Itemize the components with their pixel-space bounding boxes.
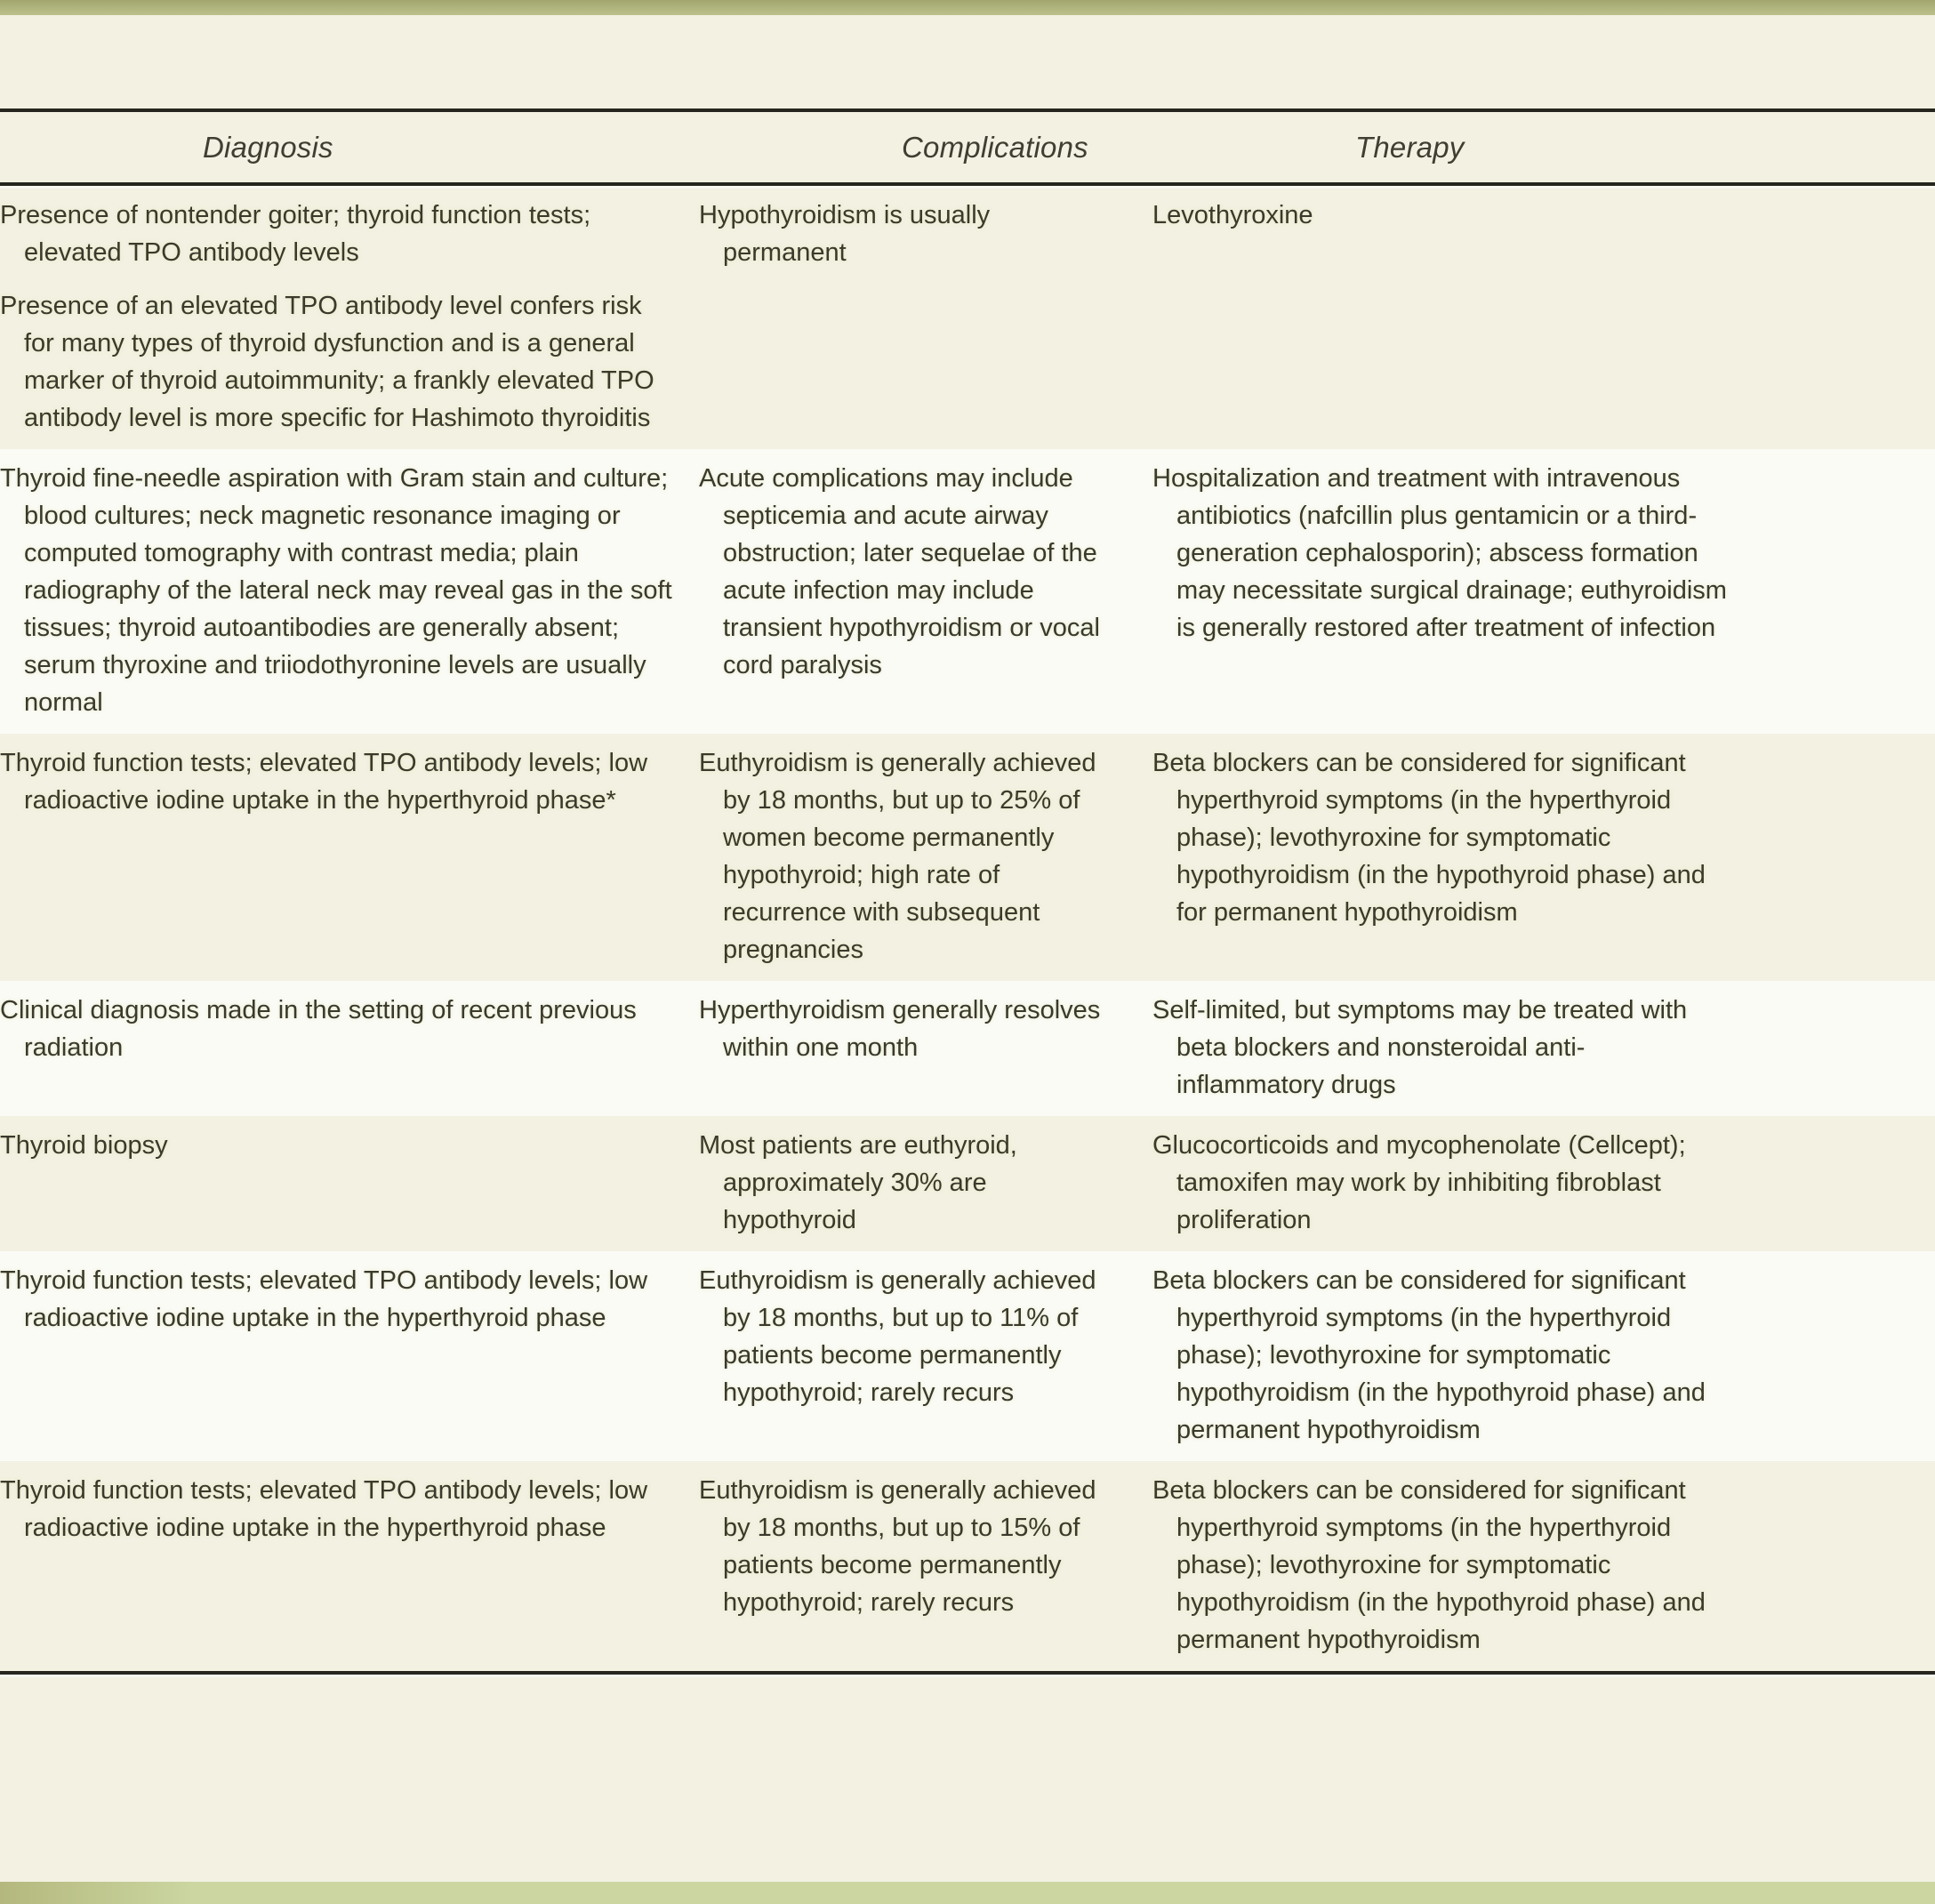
therapy-cell	[1152, 197, 1732, 437]
column-header-diagnosis: Diagnosis	[203, 130, 333, 164]
therapy-cell	[1152, 744, 1732, 968]
cell-paragraph: Clinical diagnosis made in the setting of recent previous radiation	[0, 996, 637, 1062]
cell-paragraph: Thyroid function tests; elevated TPO antibody levels; low radioactive iodine uptake in the hyperthyroid phase*	[0, 749, 648, 815]
complications-cell	[699, 1262, 1152, 1449]
cell-paragraph: Thyroid function tests; elevated TPO antibody levels; low radioactive iodine uptake in the hyperthyroid phase	[0, 1476, 648, 1542]
cell-paragraph: Beta blockers can be considered for significant hyperthyroid symptoms (in the hyperthyroid phase); levothyroxine for symptomatic hypothyroidism (in the hypothyroid phase) and for permanent hypothyroidism	[1152, 749, 1706, 927]
table-row	[0, 1461, 1935, 1671]
cell-paragraph: Beta blockers can be considered for significant hyperthyroid symptoms (in the hyperthyroid phase); levothyroxine for symptomatic hypothyroidism (in the hypothyroid phase) and permanent hypothyroidism	[1152, 1476, 1706, 1654]
cell-paragraph: Thyroid function tests; elevated TPO antibody levels; low radioactive iodine uptake in the hyperthyroid phase	[0, 1266, 648, 1332]
column-header-therapy: Therapy	[1355, 130, 1465, 164]
therapy-cell	[1152, 1472, 1732, 1659]
table-header-row	[0, 112, 1935, 182]
cell-paragraph: Hyperthyroidism generally resolves within one month	[699, 996, 1101, 1062]
cell-paragraph: Euthyroidism is generally achieved by 18 months, but up to 25% of women become permanently hypothyroid; high rate of recurrence with subsequent pregnancies	[699, 749, 1096, 964]
diagnosis-cell	[0, 1127, 699, 1239]
bottom-accent-bar	[0, 1882, 1935, 1904]
table-rule-bottom	[0, 1671, 1935, 1675]
column-header-complications: Complications	[902, 130, 1088, 164]
table-row	[0, 1116, 1935, 1251]
diagnosis-cell	[0, 1262, 699, 1449]
top-accent-bar	[0, 0, 1935, 15]
diagnosis-cell	[0, 1472, 699, 1659]
table-row	[0, 734, 1935, 981]
diagnosis-cell	[0, 197, 699, 437]
cell-paragraph: Levothyroxine	[1152, 201, 1313, 229]
complications-cell	[699, 1472, 1152, 1659]
complications-cell	[699, 197, 1152, 437]
table-body	[0, 186, 1935, 1671]
complications-cell	[699, 460, 1152, 721]
cell-paragraph: Hospitalization and treatment with intravenous antibiotics (nafcillin plus gentamicin or a third-generation cephalosporin); abscess formation may necessitate surgical drainage; euthyroidism is generally restored after treatment of infection	[1152, 464, 1727, 642]
cell-paragraph: Thyroid fine-needle aspiration with Gram stain and culture; blood cultures; neck magnetic resonance imaging or computed tomography with contrast media; plain radiography of the lateral neck may reveal gas in the soft tissues; thyroid autoantibodies are generally absent; serum thyroxine and triiodothyronine levels are usually normal	[0, 464, 672, 717]
diagnosis-cell	[0, 744, 699, 968]
complications-cell	[699, 992, 1152, 1104]
cell-paragraph: Presence of an elevated TPO antibody level confers risk for many types of thyroid dysfunction and is a general marker of thyroid autoimmunity; a frankly elevated TPO antibody level is more specific for Hashimoto thyroiditis	[0, 292, 654, 432]
table-row	[0, 1251, 1935, 1461]
table-row	[0, 186, 1935, 449]
diagnosis-cell	[0, 992, 699, 1104]
cell-paragraph: Hypothyroidism is usually permanent	[699, 201, 991, 267]
therapy-cell	[1152, 1127, 1732, 1239]
cell-paragraph: Most patients are euthyroid, approximately 30% are hypothyroid	[699, 1131, 1017, 1234]
therapy-cell	[1152, 1262, 1732, 1449]
cell-paragraph: Glucocorticoids and mycophenolate (Cellcept); tamoxifen may work by inhibiting fibroblast proliferation	[1152, 1131, 1686, 1234]
cell-paragraph: Thyroid biopsy	[0, 1131, 168, 1160]
table-row	[0, 449, 1935, 734]
diagnosis-cell	[0, 460, 699, 721]
cell-paragraph: Presence of nontender goiter; thyroid function tests; elevated TPO antibody levels	[0, 201, 591, 267]
cell-paragraph: Euthyroidism is generally achieved by 18 months, but up to 15% of patients become permanently hypothyroid; rarely recurs	[699, 1476, 1096, 1617]
cell-paragraph: Euthyroidism is generally achieved by 18 months, but up to 11% of patients become permanently hypothyroid; rarely recurs	[699, 1266, 1096, 1407]
therapy-cell	[1152, 460, 1732, 721]
cell-paragraph: Acute complications may include septicemia and acute airway obstruction; later sequelae of the acute infection may include transient hypothyroidism or vocal cord paralysis	[699, 464, 1100, 679]
therapy-cell	[1152, 992, 1732, 1104]
cell-paragraph: Self-limited, but symptoms may be treated with beta blockers and nonsteroidal anti-inflammatory drugs	[1152, 996, 1688, 1099]
table-row	[0, 981, 1935, 1116]
complications-cell	[699, 744, 1152, 968]
complications-cell	[699, 1127, 1152, 1239]
cell-paragraph: Beta blockers can be considered for significant hyperthyroid symptoms (in the hyperthyroid phase); levothyroxine for symptomatic hypothyroidism (in the hypothyroid phase) and permanent hypothyroidism	[1152, 1266, 1706, 1444]
